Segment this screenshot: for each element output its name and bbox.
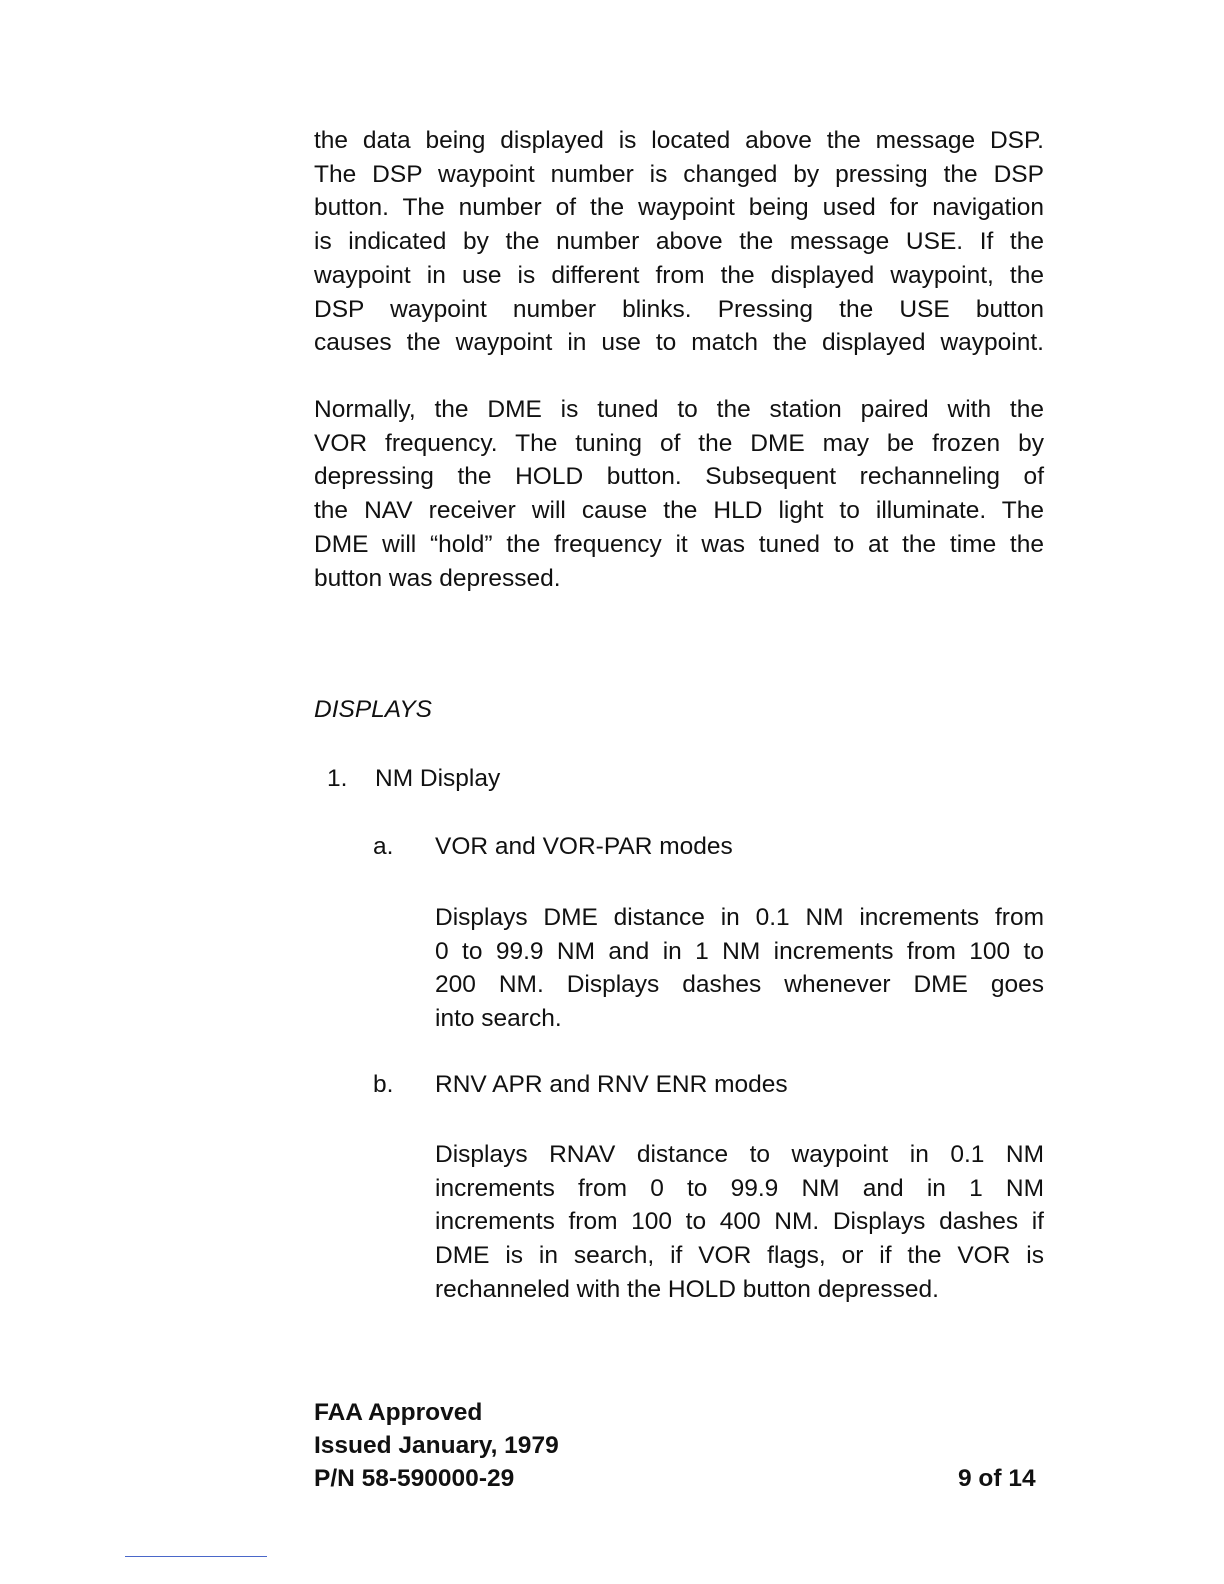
paragraph-line: rechanneled with the HOLD button depressed. <box>435 1275 939 1303</box>
footer-approval: FAA Approved <box>314 1399 483 1426</box>
paragraph-waypoint-display <box>314 124 1044 360</box>
paragraph-line: button. The number of the waypoint being used for navigation <box>314 194 1044 222</box>
paragraph-line: increments from 100 to 400 NM. Displays dashes if <box>435 1208 1044 1236</box>
footer-part-number: P/N 58-590000-29 <box>314 1465 515 1492</box>
paragraph-line: button was depressed. <box>314 564 561 592</box>
paragraph-line: Displays DME distance in 0.1 NM increments from <box>435 904 1044 931</box>
paragraph-line: depressing the HOLD button. Subsequent rechanneling of <box>314 463 1044 491</box>
sub-item-body-b <box>435 1138 1044 1307</box>
sub-item-marker-a: a. <box>373 833 394 860</box>
footer-block <box>314 1396 559 1495</box>
section-heading-displays: DISPLAYS <box>314 696 433 723</box>
bottom-rule <box>125 1556 267 1557</box>
paragraph-line: DSP waypoint number blinks. Pressing the USE button <box>314 295 1044 323</box>
footer-page-number: 9 of 14 <box>958 1465 1036 1492</box>
footer-issued: Issued January, 1979 <box>314 1432 559 1459</box>
list-item-title: NM Display <box>375 765 501 792</box>
paragraph-line: VOR frequency. The tuning of the DME may be frozen by <box>314 429 1044 457</box>
paragraph-line: the NAV receiver will cause the HLD light to illuminate. The <box>314 497 1044 525</box>
paragraph-line: 0 to 99.9 NM and in 1 NM increments from 100 to <box>435 937 1044 965</box>
paragraph-line: increments from 0 to 99.9 NM and in 1 NM <box>435 1174 1044 1202</box>
paragraph-line: waypoint in use is different from the displayed waypoint, the <box>314 261 1044 289</box>
paragraph-line: The DSP waypoint number is changed by pressing the DSP <box>314 160 1044 188</box>
paragraph-line: causes the waypoint in use to match the displayed waypoint. <box>314 329 1044 357</box>
paragraph-line: 200 NM. Displays dashes whenever DME goes <box>435 971 1044 999</box>
paragraph-line: into search. <box>435 1005 562 1033</box>
sub-item-title-b: RNV APR and RNV ENR modes <box>435 1071 788 1098</box>
paragraph-line: Normally, the DME is tuned to the station paired with the <box>314 396 1044 423</box>
paragraph-line: DME will “hold” the frequency it was tuned to at the time the <box>314 530 1044 558</box>
sub-item-marker-b: b. <box>373 1071 394 1098</box>
paragraph-dme-hold <box>314 393 1044 595</box>
paragraph-line: Displays RNAV distance to waypoint in 0.1 NM <box>435 1141 1044 1168</box>
sub-item-body-a <box>435 901 1044 1036</box>
list-number: 1. <box>327 765 348 792</box>
paragraph-line: is indicated by the number above the message USE. If the <box>314 228 1044 256</box>
paragraph-line: DME is in search, if VOR flags, or if the VOR is <box>435 1242 1044 1270</box>
paragraph-line: the data being displayed is located above the message DSP. <box>314 127 1044 154</box>
sub-item-title-a: VOR and VOR-PAR modes <box>435 833 733 860</box>
